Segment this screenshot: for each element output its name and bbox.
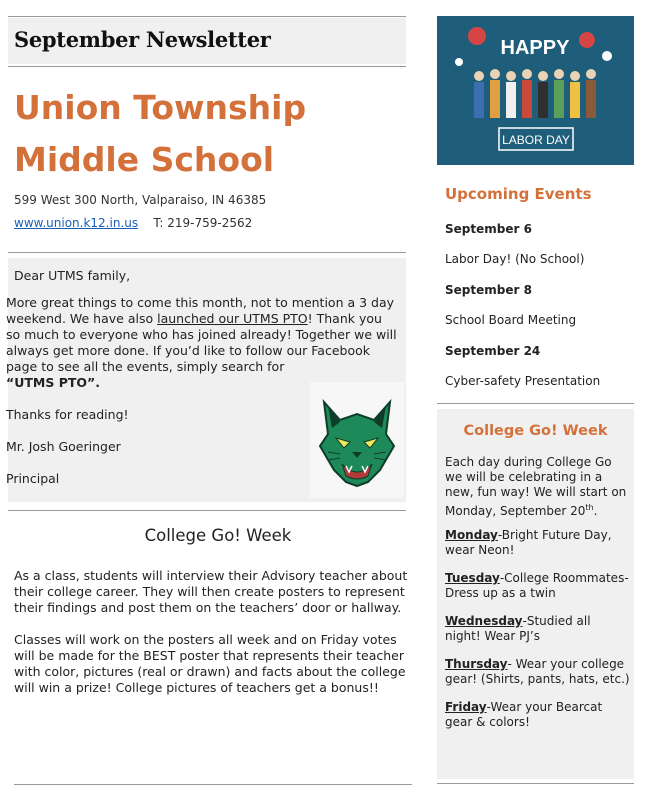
school-address: 599 West 300 North, Valparaiso, IN 46385 (14, 193, 267, 207)
college-go-days (445, 528, 630, 743)
event-date: September 6 (445, 222, 532, 236)
website-link[interactable]: www.union.k12.in.us (14, 216, 139, 230)
sidebar-rule (437, 403, 634, 404)
event-title: School Board Meeting (445, 313, 577, 327)
day-item: Monday-Bright Future Day, wear Neon! (445, 528, 612, 557)
day-name: Tuesday (445, 571, 500, 585)
college-go-sidebar-heading: College Go! Week (463, 423, 608, 439)
phone-number: T: 219-759-2562 (153, 216, 253, 230)
college-go-article (14, 568, 409, 712)
day-item: Thursday- Wear your college gear! (Shirts, pants, hats, etc.) (445, 657, 630, 686)
event-date: September 8 (445, 283, 532, 297)
day-name: Monday (445, 528, 498, 542)
day-name: Friday (445, 700, 487, 714)
hero-happy-text: HAPPY (500, 37, 570, 59)
event-title: Cyber-safety Presentation (445, 374, 601, 388)
letter-thanks: Thanks for reading! (6, 407, 129, 422)
school-contact (14, 216, 252, 230)
letter-body: More great things to come this month, not to mention a 3 day weekend. We have also launched our UTMS PTO! Thank you so much to everyone who has joined already! Together we will always get more done. If you’d like to follow our Facebook page to see all the events, simply search for (6, 295, 397, 374)
day-item: Wednesday-Studied all night! Wear PJ’s (445, 614, 591, 643)
day-name: Thursday (445, 657, 508, 671)
article-heading: College Go! Week (144, 526, 292, 545)
labor-day-graphic (437, 16, 634, 165)
newsletter-title: September Newsletter (14, 27, 271, 52)
letter-search-term: “UTMS PTO”. (6, 375, 100, 390)
school-name-line2: Middle School (14, 140, 275, 179)
day-item: Friday-Wear your Bearcat gear & colors! (445, 700, 603, 729)
labor-day-image (437, 16, 634, 165)
letter-signer-title: Principal (6, 471, 60, 486)
letter-rule-bottom (8, 510, 406, 511)
college-go-intro: Each day during College Go we will be celebrating in a new, fun way! We will start on Monday, September 20th. (445, 455, 627, 518)
school-name-line1: Union Township (14, 88, 307, 127)
day-item: Tuesday-College Roommates-Dress up as a twin (445, 571, 629, 600)
header-rule (8, 66, 406, 67)
day-name: Wednesday (445, 614, 523, 628)
event-title: Labor Day! (No School) (445, 252, 585, 266)
sidebar-bottom-rule (437, 783, 634, 784)
pto-link-text: launched our UTMS PTO (157, 311, 308, 326)
article-paragraph-2: Classes will work on the posters all week and on Friday votes will be made for the BEST poster that represents their teacher with color, pictures (real or drawn) and facts about the college will win a prize! College pictures of teachers get a bonus!! (14, 632, 406, 695)
top-rule (8, 16, 406, 17)
letter-signer: Mr. Josh Goeringer (6, 439, 121, 454)
article-paragraph-1: As a class, students will interview their Advisory teacher about their college career. They will then create posters to represent their findings and post them on the teachers’ door or hallway. (14, 568, 408, 615)
letter-greeting: Dear UTMS family, (14, 268, 131, 283)
hero-labor-day-text: LABOR DAY (502, 133, 570, 147)
event-date: September 24 (445, 344, 541, 358)
events-list (445, 222, 600, 405)
events-heading: Upcoming Events (445, 185, 592, 203)
bearcat-mascot (310, 382, 404, 498)
school-name (14, 82, 414, 186)
bearcat-mascot-icon (310, 382, 404, 498)
letter-rule-top (8, 252, 406, 253)
